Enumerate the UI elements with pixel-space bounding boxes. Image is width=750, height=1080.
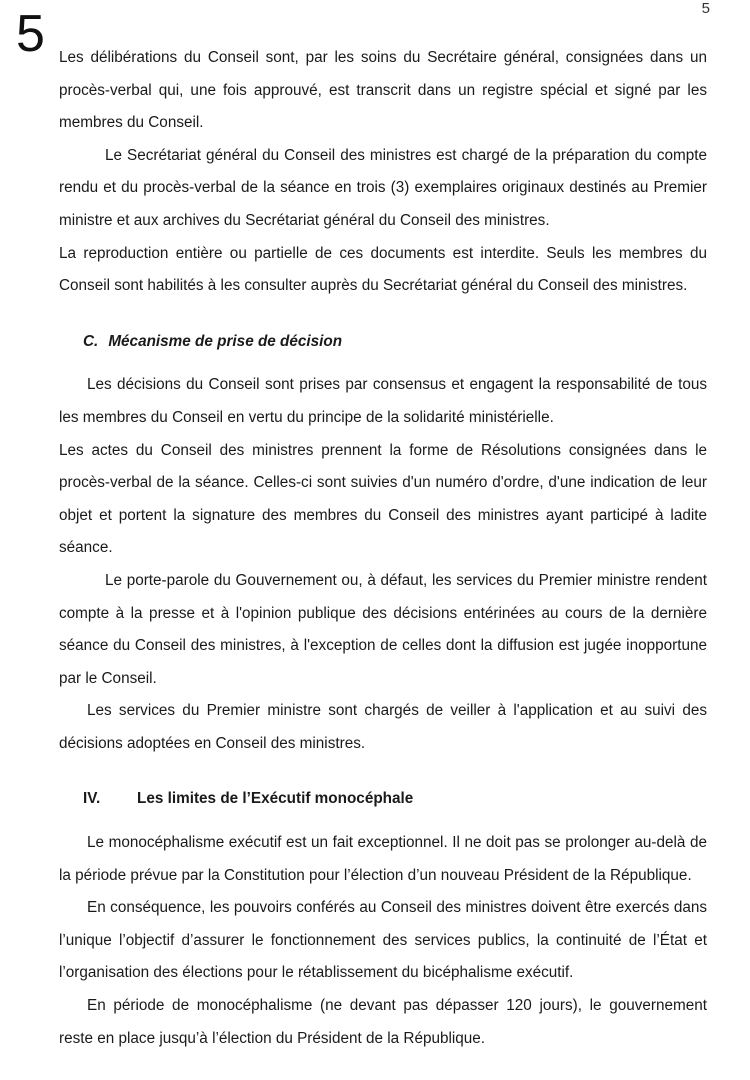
paragraph-decisions: Les décisions du Conseil sont prises par consensus et engagent la responsabilité de tous les membres du Conseil en vertu du principe de la solidarité ministérielle. (59, 376, 707, 426)
paragraph-porte-parole: Le porte-parole du Gouvernement ou, à défaut, les services du Premier ministre rendent compte à la presse et à l'opinion publique des décisions entérinées au cours de la dernière séance du Conseil des ministres, à l'exception de celles dont la diffusion est jugée inopportune par le Conseil. (59, 571, 707, 687)
paragraph-reproduction: La reproduction entière ou partielle de ces documents est interdite. Seuls les membres du Conseil sont habilités à les consulter auprès du Secrétariat général du Conseil des ministres. (59, 244, 707, 295)
page-number: 5 (701, 0, 710, 17)
paragraph-deliberations: Les délibérations du Conseil sont, par les soins du Secrétaire général, consignées dans un procès-verbal qui, une fois approuvé, est transcrit dans un registre spécial et signé par les membres du Conseil. (59, 49, 707, 132)
paragraph-actes: Les actes du Conseil des ministres prennent la forme de Résolutions consignées dans le procès-verbal de la séance. Celles-ci sont suivies d'un numéro d'ordre, d'une indication de leur objet et portent la signature des membres du Conseil des ministres ayant participé à ladite séance. (59, 441, 707, 557)
paragraph-services: Les services du Premier ministre sont chargés de veiller à l'application et au suivi des décisions adoptées en Conseil des ministres. (59, 702, 707, 752)
paragraph-monocephalisme: Le monocéphalisme exécutif est un fait exceptionnel. Il ne doit pas se prolonger au-delà de la période prévue par la Constitution pour l’élection d’un nouveau Président de la République. (59, 834, 707, 884)
paragraph-periode: En période de monocéphalisme (ne devant pas dépasser 120 jours), le gouvernement reste en place jusqu’à l’élection du Président de la République. (59, 997, 707, 1047)
section-c-label: C. (83, 332, 99, 350)
paragraph-secretariat: Le Secrétariat général du Conseil des ministres est chargé de la préparation du compte rendu et du procès-verbal de la séance en trois (3) exemplaires originaux destinés au Premier ministre et aux archives du Secrétariat général du Conseil des ministres. (59, 146, 707, 229)
section-iv-heading (59, 783, 707, 816)
section-c-heading (59, 326, 707, 359)
paragraph-consequence: En conséquence, les pouvoirs conférés au Conseil des ministres doivent être exercés dans l’unique l’objectif d’assurer le fonctionnement des services publics, la continuité de l’État et l’organisation des élections pour le rétablissement du bicéphalisme exécutif. (59, 899, 707, 982)
document-body (59, 42, 707, 1055)
page-marker-numeral: 5 (16, 5, 45, 63)
section-c-title: Mécanisme de prise de décision (108, 332, 343, 350)
section-iv-label: IV. (83, 790, 101, 808)
section-iv-title: Les limites de l’Exécutif monocéphale (137, 790, 414, 808)
